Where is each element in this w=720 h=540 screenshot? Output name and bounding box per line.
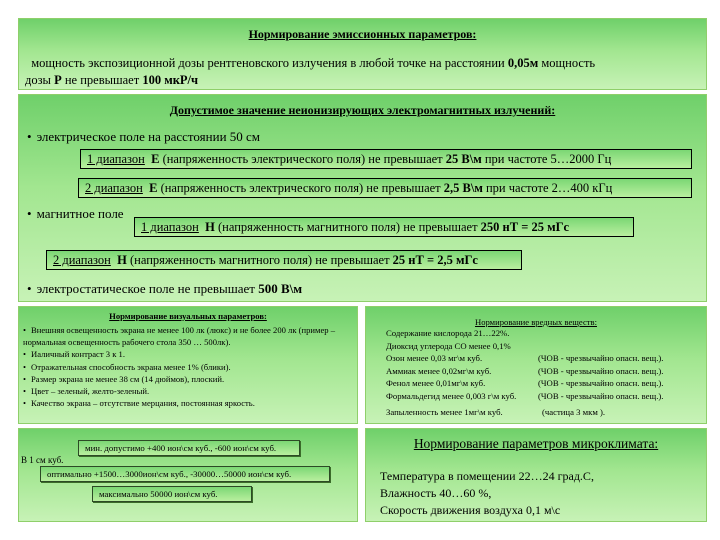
harmful-row: Фенол менее 0,01мг\м куб. (ЧОВ - чрезвычайно опасн. вещ.). — [386, 378, 664, 389]
harmful-row: Аммиак менее 0,02мг\м куб. (ЧОВ - чрезвычайно опасн. вещ.). — [386, 365, 664, 376]
visual-list — [23, 324, 353, 409]
visual-item: • Внешняя освещенность экрана не менее 100 лк (люкс) и не более 200 лк (пример – нормальная освещенность рабочего стола 350 … 500лк). — [23, 324, 353, 348]
ions-min-box: мин. допустимо +400 ион\см куб., -600 ион\см куб. — [78, 440, 300, 456]
visual-title: Нормирование визуальных параметров: — [109, 311, 267, 321]
microclimate-lines — [380, 468, 594, 519]
visual-panel — [18, 306, 358, 424]
microclimate-line: Влажность 40…60 %, — [380, 486, 492, 500]
harmful-title: Нормирование вредных веществ: — [475, 317, 597, 327]
visual-item: • Размер экрана не менее 38 см (14 дюймов), плоский. — [23, 373, 353, 385]
magnetic-field-label: • магнитное поле — [27, 206, 124, 222]
harmful-row: Формальдегид менее 0,003 г\м куб. (ЧОВ - чрезвычайно опасн. вещ.). — [386, 390, 664, 401]
em-fields-panel — [18, 94, 707, 302]
harmful-row: Озон менее 0,03 мг\м куб. (ЧОВ - чрезвычайно опасн. вещ.). — [386, 353, 664, 364]
microclimate-panel — [365, 428, 707, 522]
m-range2-box: 2 диапазон Н (напряженность магнитного поля) не превышает 25 нТ = 2,5 мГс — [46, 250, 522, 270]
microclimate-line: Температура в помещении 22…24 град.С, — [380, 469, 594, 483]
visual-item: • Иаличный контраст 3 к 1. — [23, 348, 353, 360]
e-range2-box: 2 диапазон Е (напряженность электрического поля) не превышает 2,5 В\м при частоте 2…400 кГц — [78, 178, 692, 198]
e-range1-box: 1 диапазон Е (напряженность электрического поля) не превышает 25 В\м при частоте 5…2000 Гц — [80, 149, 692, 169]
ions-optimal-box: оптимально +1500…3000ион\см куб., -30000…50000 ион\см куб. — [40, 466, 330, 482]
m-range1-box: 1 диапазон Н (напряженность магнитного поля) не превышает 250 нТ = 25 мГс — [134, 217, 634, 237]
emission-line2: дозы Р не превышает 100 мкР/ч — [25, 73, 199, 87]
microclimate-title: Нормирование параметров микроклимата: — [413, 436, 659, 451]
electrostatic-label: • электростатическое поле не превышает 500 В\м — [27, 281, 302, 297]
emission-line1: мощность экспозиционной дозы рентгеновского излучения в любой точке на расстоянии 0,05м мощность — [31, 56, 596, 70]
ions-label: В 1 см куб. — [21, 455, 64, 465]
microclimate-line: Скорость движения воздуха 0,1 м\с — [380, 503, 561, 517]
harmful-panel — [365, 306, 707, 424]
visual-item: • Отражательная способность экрана менее 1% (блики). — [23, 361, 353, 373]
ions-max-box: максимально 50000 ион\см куб. — [92, 486, 252, 502]
emission-text — [25, 55, 595, 89]
em-fields-title: Допустимое значение неионизирующих электромагнитных излучений: — [169, 103, 556, 117]
emission-panel — [18, 18, 707, 90]
harmful-table — [386, 327, 704, 418]
visual-item: • Цвет – зеленый, желто-зеленый. — [23, 385, 353, 397]
visual-item: • Качество экрана – отсутствие мерцания, постоянная яркость. — [23, 397, 353, 409]
emission-title: Нормирование эмиссионных параметров: — [248, 27, 477, 41]
electric-field-label: • электрическое поле на расстоянии 50 см — [27, 129, 260, 145]
harmful-row: Диоксид углерода СО менее 0,1% — [386, 340, 511, 351]
harmful-row: Запыленность менее 1мг\м куб. (частица 3 мкм ). — [386, 406, 606, 417]
harmful-row: Содержание кислорода 21…22%. — [386, 328, 510, 338]
